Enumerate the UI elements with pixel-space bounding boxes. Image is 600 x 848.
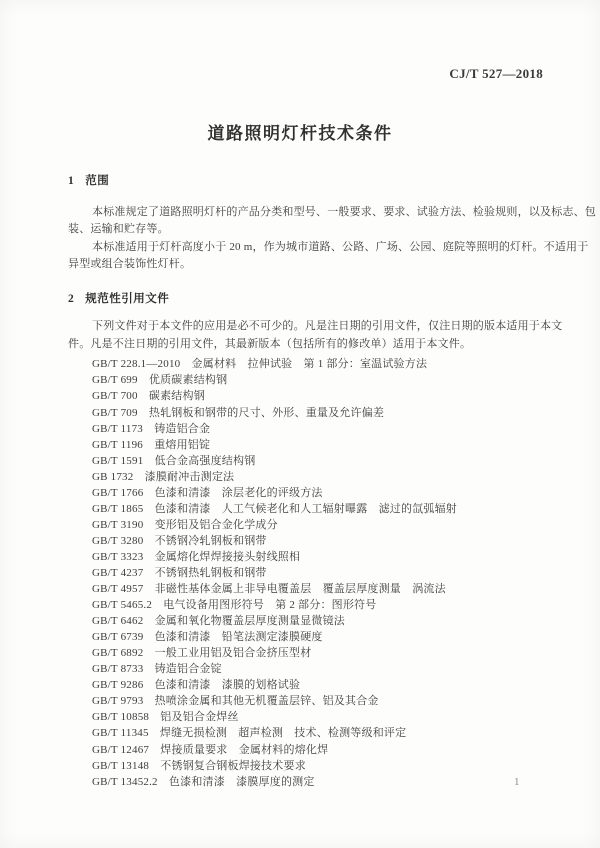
reference-item: GB/T 709 热轧钢板和钢带的尺寸、外形、重量及允许偏差 bbox=[92, 406, 385, 419]
reference-item: GB/T 1865 色漆和清漆 人工气候老化和人工辐射曝露 滤过的氙弧辐射 bbox=[92, 502, 458, 515]
reference-item: GB/T 13452.2 色漆和清漆 漆膜厚度的测定 bbox=[92, 775, 315, 788]
reference-item: GB/T 1591 低合金高强度结构钢 bbox=[92, 454, 256, 467]
paragraph-line: 装、运输和贮存等。 bbox=[68, 223, 169, 236]
page-content bbox=[68, 172, 596, 790]
standard-code: CJ/T 527—2018 bbox=[449, 66, 543, 81]
reference-item: GB/T 3280 不锈钢冷轧钢板和钢带 bbox=[92, 534, 267, 547]
reference-item: GB/T 8733 铸造铝合金锭 bbox=[92, 663, 222, 676]
section-1-number: 1 bbox=[68, 175, 75, 187]
section-1-heading bbox=[68, 172, 550, 188]
reference-item: GB/T 11345 焊缝无损检测 超声检测 技术、检测等级和评定 bbox=[92, 727, 407, 740]
reference-item: GB/T 228.1—2010 金属材料 拉伸试验 第 1 部分：室温试验方法 bbox=[92, 358, 428, 371]
reference-item: GB/T 13148 不锈钢复合钢板焊接技术要求 bbox=[92, 759, 306, 772]
reference-item: GB/T 5465.2 电气设备用图形符号 第 2 部分：图形符号 bbox=[92, 599, 377, 612]
reference-item: GB/T 699 优质碳素结构钢 bbox=[92, 374, 228, 387]
section-2-title: 规范性引用文件 bbox=[85, 293, 170, 306]
reference-item: GB/T 4957 非磁性基体金属上非导电覆盖层 覆盖层厚度测量 涡流法 bbox=[92, 583, 446, 596]
section-2-heading bbox=[68, 290, 550, 306]
reference-item: GB/T 6892 一般工业用铝及铝合金挤压型材 bbox=[92, 647, 312, 660]
section-1-title: 范围 bbox=[85, 175, 110, 187]
reference-item: GB 1732 漆膜耐冲击测定法 bbox=[92, 470, 235, 483]
section-2-number: 2 bbox=[68, 293, 75, 306]
reference-item: GB/T 700 碳素结构钢 bbox=[92, 390, 205, 403]
reference-item: GB/T 6739 色漆和清漆 铅笔法测定漆膜硬度 bbox=[92, 631, 323, 644]
reference-item: GB/T 9286 色漆和清漆 漆膜的划格试验 bbox=[92, 679, 301, 692]
reference-item: GB/T 1173 铸造铝合金 bbox=[92, 422, 211, 435]
reference-item: GB/T 3323 金属熔化焊焊接接头射线照相 bbox=[92, 550, 301, 563]
reference-item: GB/T 1766 色漆和清漆 涂层老化的评级方法 bbox=[92, 486, 323, 499]
paragraph-line: 下列文件对于本文件的应用是必不可少的。凡是注日期的引用文件，仅注日期的版本适用于本文 bbox=[92, 320, 563, 333]
reference-item: GB/T 6462 金属和氧化物覆盖层厚度测量显微镜法 bbox=[92, 615, 346, 628]
page-number: 1 bbox=[514, 776, 520, 788]
section-1-body bbox=[68, 204, 596, 273]
reference-item: GB/T 12467 焊接质量要求 金属材料的熔化焊 bbox=[92, 743, 329, 756]
reference-item: GB/T 10858 铝及铝合金焊丝 bbox=[92, 711, 239, 724]
paragraph-line: 本标准适用于灯杆高度小于 20 m，作为城市道路、公路、广场、公园、庭院等照明的灯杆。不适用于 bbox=[92, 240, 589, 253]
paragraph-line: 异型或组合装饰性灯杆。 bbox=[68, 257, 192, 270]
document-title: 道路照明灯杆技术条件 bbox=[207, 124, 393, 143]
paragraph-line: 本标准规定了道路照明灯杆的产品分类和型号、一般要求、要求、试验方法、检验规则，以及标志、包 bbox=[92, 206, 596, 218]
reference-item: GB/T 1196 重熔用铝锭 bbox=[92, 438, 211, 451]
section-2-intro bbox=[68, 318, 563, 353]
normative-references-list bbox=[68, 356, 550, 789]
reference-item: GB/T 9793 热喷涂金属和其他无机覆盖层锌、铝及其合金 bbox=[92, 695, 379, 708]
reference-item: GB/T 3190 变形铝及铝合金化学成分 bbox=[92, 518, 278, 531]
paragraph-line: 件。凡是不注日期的引用文件，其最新版本（包括所有的修改单）适用于本文件。 bbox=[68, 337, 472, 350]
reference-item: GB/T 4237 不锈钢热轧钢板和钢带 bbox=[92, 566, 267, 579]
